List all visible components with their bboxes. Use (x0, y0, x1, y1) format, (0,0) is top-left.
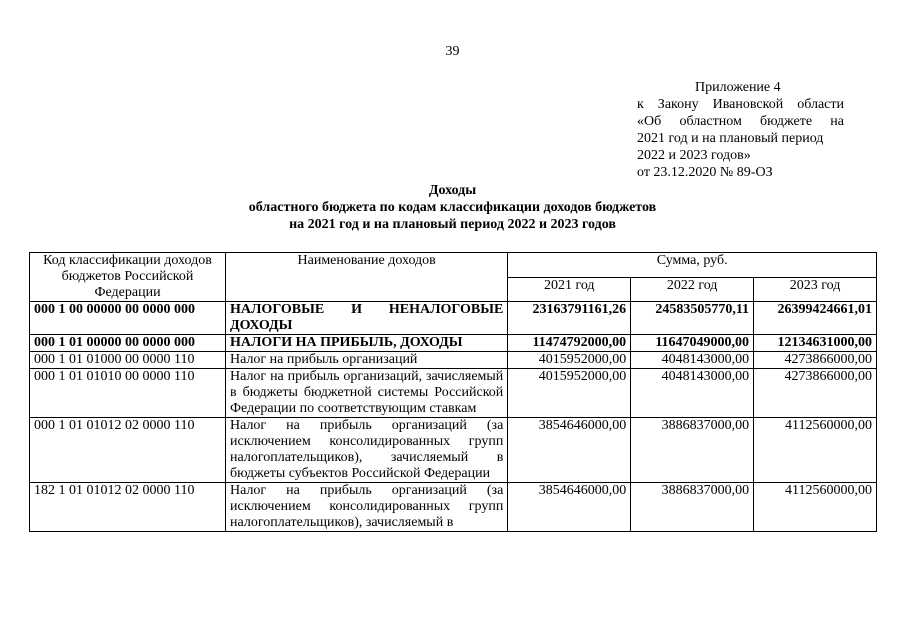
row-value-2023: 26399424661,01 (754, 302, 877, 335)
row-value-2023: 12134631000,00 (754, 335, 877, 352)
title-line: областного бюджета по кодам классификации доходов бюджетов (248, 200, 657, 215)
appendix-line: 2021 год и на плановый период (637, 131, 824, 146)
table-row (30, 352, 877, 369)
row-value-2022: 4048143000,00 (631, 352, 754, 369)
appendix-line: от 23.12.2020 № 89-ОЗ (637, 165, 773, 180)
row-name: Налог на прибыль организаций (226, 352, 508, 369)
title-line: на 2021 год и на плановый период 2022 и 2023 годов (289, 217, 616, 232)
row-name: Налог на прибыль организаций, зачисляемый в бюджеты бюджетной системы Российской Федерации по соответствующим ставкам (226, 369, 508, 418)
row-value-2022: 3886837000,00 (631, 483, 754, 532)
row-code: 000 1 01 01000 00 0000 110 (30, 352, 226, 369)
row-code: 000 1 00 00000 00 0000 000 (30, 302, 226, 335)
table-row (30, 369, 877, 418)
page-number: 39 (445, 44, 460, 59)
row-value-2021: 3854646000,00 (508, 418, 631, 483)
appendix-line: к Закону Ивановской области (637, 97, 844, 112)
row-value-2021: 11474792000,00 (508, 335, 631, 352)
row-name: Налог на прибыль организаций (за исключением консолидированных групп налогоплательщиков), зачисляемый в бюджеты субъектов Российской Федерации (226, 418, 508, 483)
row-name: НАЛОГОВЫЕ И НЕНАЛОГОВЫЕ ДОХОДЫ (226, 302, 508, 335)
row-value-2023: 4112560000,00 (754, 418, 877, 483)
row-code: 000 1 01 01012 02 0000 110 (30, 418, 226, 483)
table-row (30, 418, 877, 483)
row-code: 182 1 01 01012 02 0000 110 (30, 483, 226, 532)
row-name: НАЛОГИ НА ПРИБЫЛЬ, ДОХОДЫ (226, 335, 508, 352)
header-sum: Сумма, руб. (508, 253, 877, 278)
revenue-table (29, 252, 877, 532)
document-title (0, 182, 905, 233)
row-value-2022: 4048143000,00 (631, 369, 754, 418)
row-value-2023: 4112560000,00 (754, 483, 877, 532)
appendix-line: Приложение 4 (695, 80, 781, 95)
row-value-2021: 4015952000,00 (508, 369, 631, 418)
row-value-2021: 4015952000,00 (508, 352, 631, 369)
appendix-line: «Об областном бюджете на (637, 114, 844, 129)
table-header-row (30, 253, 877, 278)
row-value-2022: 24583505770,11 (631, 302, 754, 335)
row-value-2021: 3854646000,00 (508, 483, 631, 532)
row-code: 000 1 01 01010 00 0000 110 (30, 369, 226, 418)
row-value-2021: 23163791161,26 (508, 302, 631, 335)
table-row (30, 483, 877, 532)
table-row (30, 335, 877, 352)
header-year-2022: 2022 год (631, 277, 754, 302)
row-value-2023: 4273866000,00 (754, 352, 877, 369)
header-year-2021: 2021 год (508, 277, 631, 302)
table-row (30, 302, 877, 335)
header-year-2023: 2023 год (754, 277, 877, 302)
appendix-line: 2022 и 2023 годов» (637, 148, 751, 163)
row-value-2022: 11647049000,00 (631, 335, 754, 352)
row-name: Налог на прибыль организаций (за исключением консолидированных групп налогоплательщиков), зачисляемый в (226, 483, 508, 532)
header-code: Код классификации доходов бюджетов Российской Федерации (30, 253, 226, 302)
row-value-2022: 3886837000,00 (631, 418, 754, 483)
header-name: Наименование доходов (226, 253, 508, 302)
row-code: 000 1 01 00000 00 0000 000 (30, 335, 226, 352)
appendix-note (637, 79, 844, 181)
row-value-2023: 4273866000,00 (754, 369, 877, 418)
title-line: Доходы (428, 183, 477, 198)
